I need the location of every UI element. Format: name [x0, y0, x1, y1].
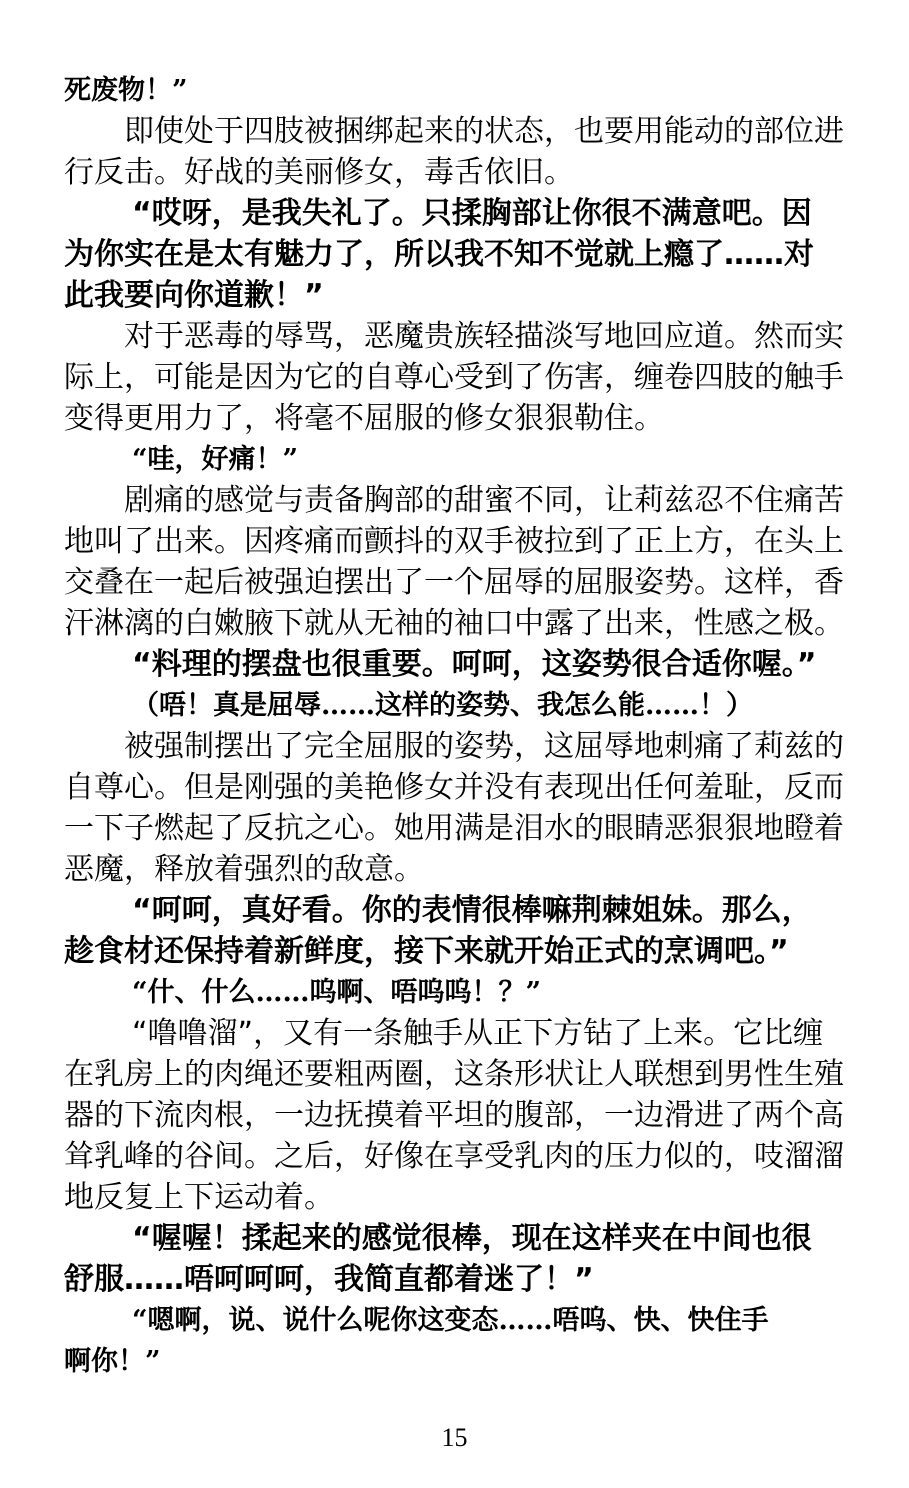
text-line: 在乳房上的肉绳还要粗两圈，这条形状让人联想到男性生殖	[64, 1057, 844, 1092]
text-line: “什、什么……呜啊、唔呜呜！？”	[132, 977, 542, 1008]
text-line: “喔喔！揉起来的感觉很棒，现在这样夹在中间也很	[132, 1221, 812, 1256]
text-line: 器的下流肉根，一边抚摸着平坦的腹部，一边滑进了两个高	[64, 1098, 844, 1133]
text-line: 一下子燃起了反抗之心。她用满是泪水的眼睛恶狠狠地瞪着	[64, 811, 844, 846]
text-line: 行反击。好战的美丽修女，毒舌依旧。	[64, 155, 574, 190]
text-line: 地叫了出来。因疼痛而颤抖的双手被拉到了正上方，在头上	[64, 524, 844, 559]
text-line: 际上，可能是因为它的自尊心受到了伤害，缠卷四肢的触手	[64, 360, 844, 395]
text-line: 被强制摆出了完全屈服的姿势，这屈辱地刺痛了莉兹的	[124, 729, 844, 764]
text-line: 即使处于四肢被捆绑起来的状态，也要用能动的部位进	[124, 114, 844, 149]
text-line: “料理的摆盘也很重要。呵呵，这姿势很合适你喔。”	[132, 647, 817, 682]
text-line: 啊你！”	[64, 1346, 161, 1377]
text-line: 汗淋漓的白嫩腋下就从无袖的袖口中露了出来，性感之极。	[64, 606, 844, 641]
text-line: 此我要向你道歉！”	[64, 278, 324, 313]
text-line: 趁食材还保持着新鲜度，接下来就开始正式的烹调吧。”	[64, 934, 789, 969]
page-number: 15	[441, 1423, 468, 1452]
text-line: 对于恶毒的辱骂，恶魔贵族轻描淡写地回应道。然而实	[124, 319, 844, 354]
text-line: 剧痛的感觉与责备胸部的甜蜜不同，让莉兹忍不住痛苦	[124, 483, 844, 518]
text-line: 变得更用力了，将毫不屈服的修女狠狠勒住。	[64, 401, 664, 436]
text-line: 恶魔，释放着强烈的敌意。	[64, 852, 424, 887]
text-line: 地反复上下运动着。	[64, 1180, 334, 1215]
text-line: “噜噜溜”，又有一条触手从正下方钻了上来。它比缠	[132, 1016, 824, 1051]
text-line: “哎呀，是我失礼了。只揉胸部让你很不满意吧。因	[132, 196, 812, 231]
text-line: “哇，好痛！”	[132, 444, 299, 475]
text-line: 为你实在是太有魅力了，所以我不知不觉就上瘾了……对	[64, 237, 814, 272]
text-line: 交叠在一起后被强迫摆出了一个屈辱的屈服姿势。这样，香	[64, 565, 844, 600]
text-line: “呵呵，真好看。你的表情很棒嘛荆棘姐妹。那么，	[132, 893, 812, 928]
text-line: （唔！真是屈辱……这样的姿势、我怎么能……！）	[132, 690, 753, 721]
text-line: 舒服……唔呵呵呵，我简直都着迷了！”	[64, 1262, 594, 1297]
text-line: 死废物！”	[64, 75, 188, 106]
text-line: 耸乳峰的谷间。之后，好像在享受乳肉的压力似的，吱溜溜	[64, 1139, 844, 1174]
text-line: 自尊心。但是刚强的美艳修女并没有表现出任何羞耻，反而	[64, 770, 844, 805]
text-line: “嗯啊，说、说什么呢你这变态……唔呜、快、快住手	[132, 1305, 769, 1336]
